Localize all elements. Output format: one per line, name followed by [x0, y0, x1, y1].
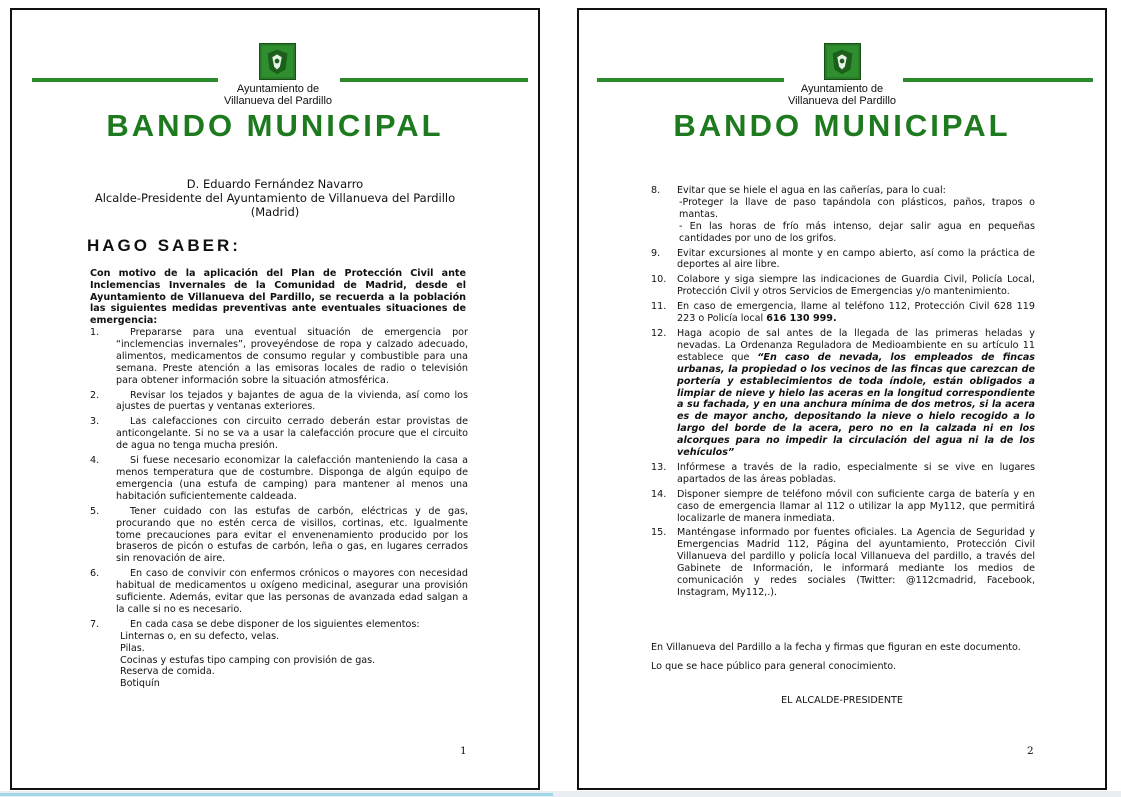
list-item [651, 328, 1035, 459]
item-number: 7. [90, 618, 100, 630]
item-number: 10. [651, 274, 667, 286]
ayuntamiento-name [178, 83, 378, 107]
hago-saber-heading: HAGO SABER: [87, 236, 241, 255]
header-rule-right [903, 78, 1093, 82]
header-rule-left [32, 78, 218, 82]
item-subtext: -Proteger la llave de paso tapándola con plásticos, paños, trapos o mantas. [679, 196, 1035, 220]
municipal-crest-icon [259, 43, 296, 80]
measures-list-continued [651, 185, 1035, 602]
supply-item: Linternas o, en su defecto, velas. [120, 630, 280, 642]
item-number: 4. [90, 455, 100, 467]
page-number: 2 [1027, 745, 1034, 757]
item-number: 14. [651, 488, 667, 500]
item-text: En caso de convivir con enfermos crónicos o mayores con necesidad habitual de medicamentos u oxígeno medicinal, asegurar una provisión suficiente. Además, evitar que las personas de avanzada edad salgan a la calle si no es necesario. [116, 568, 468, 615]
police-phone: 616 130 999. [766, 313, 837, 325]
item-text: Disponer siempre de teléfono móvil con suficiente carga de batería y en caso de emergencia llamar al 112 o utilizar la app My112, que permitirá localizarle de manera inmediata. [677, 488, 1035, 524]
document-title: BANDO MUNICIPAL [673, 108, 1011, 143]
item-text: En cada casa se debe disponer de los siguientes elementos: [130, 618, 420, 630]
ordinance-quote: “En caso de nevada, los empleados de fincas urbanas, la propiedad o los vecinos de las fincas que carezcan de portería y establecimientos de toda índole, están obligados a limpiar de nieve y hielo las aceras en la longitud correspondiente a su fachada, y en una anchura mínima de dos metros, si la acera es de mayor ancho, depositando la nieve o hielo recogido a lo largo del borde de la acera, pero no en la calzada ni en los alcorques para no impedir la circulación del agua ni la de los vehículos” [677, 351, 1035, 459]
item-number: 1. [90, 327, 100, 338]
item-number: 9. [651, 247, 661, 259]
list-item [651, 527, 1035, 598]
list-item [90, 568, 468, 616]
ayuntamiento-line-1: Ayuntamiento de [236, 83, 320, 95]
list-item [651, 274, 1035, 298]
document-title: BANDO MUNICIPAL [106, 108, 444, 143]
supply-item: Cocinas y estufas tipo camping con provisión de gas. [120, 654, 376, 666]
item-body [116, 506, 468, 566]
item-text: En caso de emergencia, llame al teléfono 112, Protección Civil 628 119 223 o Policía local [677, 301, 1035, 325]
page-header [579, 40, 1105, 155]
list-item [651, 489, 1035, 525]
item-text: Evitar excursiones al monte y en campo abierto, así como la práctica de deportes al aire libre. [677, 247, 1035, 271]
list-item [90, 506, 468, 566]
item-body [116, 455, 468, 503]
list-item [651, 185, 1035, 245]
closing-line-public: Lo que se hace público para general conocimiento. [651, 661, 897, 672]
list-item [90, 619, 468, 690]
item-text: Manténgase informado por fuentes oficiales. La Agencia de Seguridad y Emergencias Madrid 112, Página del ayuntamiento, Protección Civil Villanueva del pardillo y policía local Villanueva del pardillo, a través del Gabinete de Información, le informará mediante los medios de comunicación y redes sociales (Twitter: @112cmadrid, Facebook, Instagram, My112,.). [677, 527, 1035, 598]
item-number: 12. [651, 327, 667, 339]
item-number: 5. [90, 505, 100, 517]
alcalde-name: D. Eduardo Fernández Navarro [186, 177, 364, 191]
ayuntamiento-line-1: Ayuntamiento de [800, 83, 884, 95]
page-number: 1 [460, 745, 467, 757]
item-number: 15. [651, 527, 667, 539]
supply-item: Pilas. [120, 642, 145, 654]
item-body [116, 619, 468, 690]
item-text: Si fuese necesario economizar la calefacción manteniendo la casa a menos temperatura que de costumbre. Disponga de algún equipo de emergencia (una estufa de camping) para mantener al menos una habitación suficientemente caldeada. [116, 455, 468, 502]
item-text: Las calefacciones con circuito cerrado deberán estar provistas de anticongelante. Si no se va a usar la calefacción procure que el circuito de agua no tenga mucha presión. [116, 416, 468, 452]
document-page-1 [10, 8, 540, 790]
alcalde-title: Alcalde-Presidente del Ayuntamiento de Villanueva del Pardillo [94, 191, 456, 205]
viewer-bottom-strip [0, 791, 1121, 797]
closing-line-date: En Villanueva del Pardillo a la fecha y firmas que figuran en este documento. [651, 642, 1021, 653]
municipal-crest-icon [824, 43, 861, 80]
header-rule-right [340, 78, 528, 82]
list-item [651, 301, 1035, 325]
item-number: 13. [651, 461, 667, 473]
measures-list [90, 327, 468, 693]
supply-item: Botiquín [120, 678, 160, 690]
document-page-2 [577, 8, 1107, 790]
item-text: Revisar los tejados y bajantes de agua de la vivienda, así como los ajustes de puertas y ventanas exteriores. [116, 389, 468, 413]
header-rule-left [597, 78, 784, 82]
ayuntamiento-name [742, 83, 942, 107]
alcalde-block [12, 177, 538, 219]
list-item [90, 327, 468, 387]
list-item [90, 455, 468, 503]
item-text: Prepararse para una eventual situación de emergencia por “inclemencias invernales”, proveyéndose de ropa y calzado adecuado, alimentos, medicamentos de consumo regular y combustible para una semana. Preste atención a las emisoras locales de radio o televisión para obtener información sobre la situación atmosférica. [116, 327, 468, 386]
item-body [116, 568, 468, 616]
item-number: 11. [651, 301, 667, 313]
item-text: Infórmese a través de la radio, especialmente si se vive en lugares apartados de las áreas pobladas. [677, 461, 1035, 485]
item-number: 2. [90, 389, 100, 401]
item-subtext: - En las horas de frío más intenso, dejar salir agua en pequeñas cantidades por uno de los grifos. [679, 220, 1035, 244]
item-body [116, 416, 468, 452]
item-text: Evitar que se hiele el agua en las cañerías, para lo cual: [677, 185, 946, 196]
item-body [116, 390, 468, 414]
signature-title: EL ALCALDE-PRESIDENTE [781, 695, 903, 706]
item-text: Tener cuidado con las estufas de carbón, eléctricas y de gas, procurando que no estén cerca de visillos, cortinas, etc. Igualmente tome precauciones para evitar el envenenamiento producido por los braseros de picón o estufas de carbón, leña o gas, en lugares cerrados sin renovación de aire. [116, 505, 468, 565]
intro-paragraph: Con motivo de la aplicación del Plan de Protección Civil ante Inclemencias Invernales de la Comunidad de Madrid, desde el Ayuntamiento de Villanueva del Pardillo, se recuerda a la población las siguientes medidas preventivas ante eventuales situaciones de emergencia: [90, 268, 466, 327]
item-number: 6. [90, 568, 100, 580]
item-text: Colabore y siga siempre las indicaciones de Guardia Civil, Policía Local, Protección Civil y otros Servicios de Emergencias y/o mantenimiento. [677, 274, 1035, 298]
list-item [90, 416, 468, 452]
page-header [12, 40, 538, 155]
list-item [651, 462, 1035, 486]
item-number: 3. [90, 416, 100, 428]
list-item [90, 390, 468, 414]
alcalde-place: (Madrid) [250, 205, 300, 219]
item-body [116, 327, 468, 387]
ayuntamiento-line-2: Villanueva del Pardillo [223, 95, 333, 107]
ayuntamiento-line-2: Villanueva del Pardillo [787, 95, 897, 107]
item-number: 8. [651, 185, 661, 196]
supply-item: Reserva de comida. [120, 666, 215, 678]
item-text: Haga acopio de sal antes de la llegada de las primeras heladas y nevadas. La Ordenanza Reguladora de Medioambiente en su artículo 11 establece que [677, 327, 1035, 363]
list-item [651, 248, 1035, 272]
